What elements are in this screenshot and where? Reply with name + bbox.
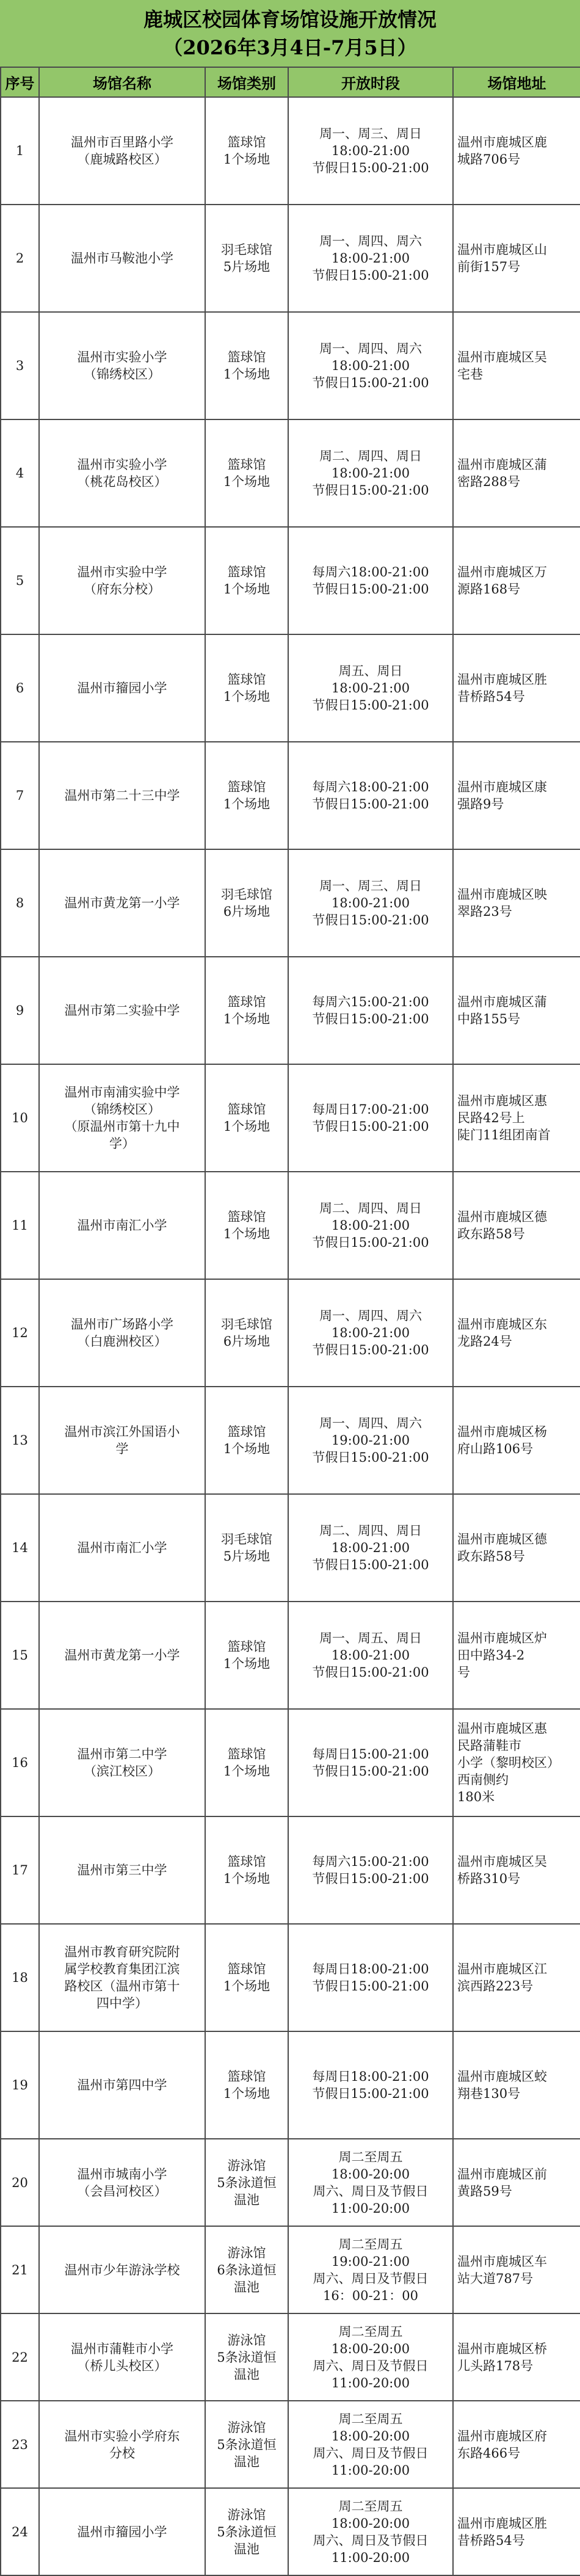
venue-name-cell [39,742,205,849]
venue-name-cell [39,1494,205,1602]
venue-type: 游泳馆 5条泳道恒 温池 [217,2507,277,2556]
venue-type-cell [205,419,288,527]
table-row [1,527,580,634]
venue-address: 温州市鹿城区惠 民路蒲鞋市 小学（黎明校区） 西南侧约 180米 [457,1721,560,1804]
row-number: 8 [15,896,24,910]
opening-hours-cell [288,634,453,742]
venue-name: 温州市蒲鞋市小学 （桥儿头校区） [71,2341,173,2373]
venue-type-cell [205,1172,288,1279]
venue-address-cell [453,312,580,419]
venue-address-cell [453,527,580,634]
table-row [1,742,580,849]
row-number-cell [1,1064,39,1172]
table-row [1,1602,580,1709]
venue-address-cell [453,1279,580,1387]
venue-name: 温州市广场路小学 （白鹿洲校区） [71,1317,173,1349]
table-row [1,419,580,527]
opening-hours: 周二至周五 19:00-21:00 周六、周日及节假日 16：00-21：00 [313,2237,429,2303]
opening-hours-cell [288,312,453,419]
row-number-cell [1,2488,39,2575]
venue-address-cell [453,1924,580,2031]
venue-name: 温州市教育研究院附 属学校教育集团江滨 路校区（温州市第十 四中学） [64,1945,180,2011]
table-row [1,2031,580,2139]
opening-hours-cell [288,2313,453,2401]
row-number: 13 [12,1433,28,1448]
row-number: 16 [12,1755,28,1770]
opening-hours-cell [288,1172,453,1279]
venue-address: 温州市鹿城区蛟 翔巷130号 [457,2069,547,2101]
venue-type-cell [205,2139,288,2226]
venue-address: 温州市鹿城区吴 宅巷 [457,350,547,382]
venue-address-cell [453,1494,580,1602]
venue-name-cell [39,2488,205,2575]
table-row [1,1064,580,1172]
title-line-1: 鹿城区校园体育场馆设施开放情况 [143,7,437,31]
opening-hours: 周二至周五 18:00-20:00 周六、周日及节假日 11:00-20:00 [313,2324,429,2390]
opening-hours-cell [288,2139,453,2226]
opening-hours-cell [288,1602,453,1709]
venue-address: 温州市鹿城区惠 民路42号上 陡门11组团南首 [457,1094,551,1142]
venue-name-cell [39,634,205,742]
table-row [1,97,580,205]
row-number: 9 [15,1003,24,1018]
venue-type: 游泳馆 5条泳道恒 温池 [217,2332,277,2382]
row-number: 10 [12,1111,28,1125]
row-number: 5 [15,573,24,588]
venue-type: 游泳馆 6条泳道恒 温池 [217,2245,277,2295]
venue-address: 温州市鹿城区车 站大道787号 [457,2254,547,2286]
document-title [0,0,580,67]
venue-name: 温州市少年游泳学校 [64,2262,180,2277]
opening-hours: 周一、周三、周日 18:00-21:00 节假日15:00-21:00 [312,126,429,175]
table-row [1,2139,580,2226]
row-number-cell [1,205,39,312]
table-row [1,1709,580,1816]
opening-hours-cell [288,527,453,634]
venue-address-cell [453,1816,580,1924]
row-number-cell [1,2139,39,2226]
header-time: 开放时段 [288,67,453,97]
row-number-cell [1,742,39,849]
venue-type: 篮球馆 1个场地 [223,1747,270,1779]
venue-name-cell [39,2139,205,2226]
venue-address: 温州市鹿城区山 前街157号 [457,242,547,274]
venue-address: 温州市鹿城区吴 桥路310号 [457,1854,547,1886]
venue-name-cell [39,1924,205,2031]
opening-hours-cell [288,419,453,527]
venue-name: 温州市南汇小学 [77,1540,167,1555]
venue-name: 温州市实验小学府东 分校 [64,2428,180,2461]
row-number: 7 [15,788,24,803]
table-row [1,1172,580,1279]
venue-type: 篮球馆 1个场地 [223,1210,270,1241]
venue-address: 温州市鹿城区杨 府山路106号 [457,1424,547,1456]
row-number-cell [1,312,39,419]
venue-name: 温州市实验中学 （府东分校） [77,565,167,597]
venue-name: 温州市籀园小学 [77,2524,167,2539]
venue-address: 温州市鹿城区德 政东路58号 [457,1210,547,1241]
row-number: 23 [12,2437,28,2452]
venue-name-cell [39,97,205,205]
row-number-cell [1,2401,39,2488]
opening-hours-cell [288,957,453,1064]
row-number: 20 [12,2175,28,2190]
venue-type-cell [205,1602,288,1709]
opening-hours-cell [288,1924,453,2031]
venue-address: 温州市鹿城区江 滨西路223号 [457,1962,547,1994]
venue-name: 温州市南浦实验中学 （锦绣校区） （原温州市第十九中 学） [64,1085,180,1151]
venue-type: 羽毛球馆 5片场地 [221,242,272,274]
opening-hours-cell [288,1494,453,1602]
venue-name-cell [39,1172,205,1279]
venue-table [0,67,580,2576]
venue-type: 篮球馆 1个场地 [223,1962,270,1994]
row-number-cell [1,1387,39,1494]
venue-address-cell [453,2488,580,2575]
venue-name-cell [39,312,205,419]
table-row [1,1279,580,1387]
title-line-2: （2026年3月4日-7月5日） [163,35,417,59]
table-row [1,312,580,419]
row-number-cell [1,527,39,634]
row-number: 14 [12,1540,28,1555]
row-number-cell [1,957,39,1064]
table-row [1,957,580,1064]
opening-hours: 周一、周四、周六 19:00-21:00 节假日15:00-21:00 [312,1416,429,1465]
table-header-row [1,67,580,97]
venue-type: 篮球馆 1个场地 [223,1424,270,1456]
venue-address-cell [453,1602,580,1709]
venue-type-cell [205,1387,288,1494]
opening-hours: 每周日18:00-21:00 节假日15:00-21:00 [312,1962,429,1994]
venue-name: 温州市第二十三中学 [64,788,180,803]
row-number: 15 [12,1648,28,1663]
venue-type: 游泳馆 5条泳道恒 温池 [217,2158,277,2207]
row-number: 4 [15,466,24,481]
venue-address: 温州市鹿城区映 翠路23号 [457,887,547,919]
venue-name-cell [39,2313,205,2401]
table-row [1,1387,580,1494]
header-no: 序号 [1,67,39,97]
venue-address: 温州市鹿城区德 政东路58号 [457,1532,547,1564]
venue-name: 温州市滨江外国语小 学 [64,1424,180,1456]
row-number-cell [1,1924,39,2031]
venue-type: 篮球馆 1个场地 [223,135,270,167]
venue-name: 温州市实验小学 （桃花岛校区） [77,457,167,489]
row-number: 21 [12,2262,28,2277]
venue-type: 篮球馆 1个场地 [223,1639,270,1671]
venue-name-cell [39,849,205,957]
venue-name-cell [39,419,205,527]
table-row [1,2401,580,2488]
venue-name-cell [39,2401,205,2488]
venue-type: 篮球馆 1个场地 [223,672,270,704]
venue-name-cell [39,2226,205,2313]
table-body [1,97,580,2575]
venue-type-cell [205,527,288,634]
opening-hours: 每周日18:00-21:00 节假日15:00-21:00 [312,2069,429,2101]
opening-hours: 周一、周三、周日 18:00-21:00 节假日15:00-21:00 [312,879,429,927]
row-number-cell [1,849,39,957]
opening-hours: 每周日17:00-21:00 节假日15:00-21:00 [312,1102,429,1134]
opening-hours: 周二至周五 18:00-20:00 周六、周日及节假日 11:00-20:00 [313,2149,429,2216]
venue-address: 温州市鹿城区胜 昔桥路54号 [457,672,547,704]
venue-type: 篮球馆 1个场地 [223,1102,270,1134]
row-number: 22 [12,2349,28,2365]
opening-hours-cell [288,849,453,957]
opening-hours: 周二、周四、周日 18:00-21:00 节假日15:00-21:00 [312,1523,429,1572]
table-row [1,2488,580,2575]
venue-name: 温州市黄龙第一小学 [64,896,180,910]
table-row [1,1924,580,2031]
venue-address-cell [453,205,580,312]
opening-hours: 每周六15:00-21:00 节假日15:00-21:00 [312,995,429,1026]
opening-hours: 每周六18:00-21:00 节假日15:00-21:00 [312,565,429,597]
header-type: 场馆类别 [205,67,288,97]
venue-type: 篮球馆 1个场地 [223,565,270,597]
venue-type-cell [205,1709,288,1816]
row-number: 12 [12,1326,28,1340]
opening-hours: 每周六15:00-21:00 节假日15:00-21:00 [312,1854,429,1886]
venue-type-cell [205,1816,288,1924]
venue-address: 温州市鹿城区万 源路168号 [457,565,547,597]
venue-type-cell [205,1279,288,1387]
venue-address-cell [453,2139,580,2226]
opening-hours: 周一、周四、周六 18:00-21:00 节假日15:00-21:00 [312,341,429,390]
table-row [1,1494,580,1602]
opening-hours-cell [288,97,453,205]
venue-address: 温州市鹿城区府 东路466号 [457,2428,547,2461]
row-number-cell [1,1279,39,1387]
opening-hours-cell [288,2401,453,2488]
venue-name: 温州市百里路小学 （鹿城路校区） [71,135,173,167]
venue-type-cell [205,742,288,849]
venue-address-cell [453,97,580,205]
venue-address: 温州市鹿城区蒲 中路155号 [457,995,547,1026]
venue-address-cell [453,1709,580,1816]
venue-type-cell [205,849,288,957]
opening-hours-cell [288,205,453,312]
row-number: 24 [12,2524,28,2539]
venue-type: 游泳馆 5条泳道恒 温池 [217,2420,277,2469]
venue-address-cell [453,1172,580,1279]
venue-type-cell [205,2488,288,2575]
venue-name-cell [39,2031,205,2139]
venue-name: 温州市马鞍池小学 [71,251,173,266]
venue-address: 温州市鹿城区东 龙路24号 [457,1317,547,1349]
venue-type-cell [205,1494,288,1602]
row-number-cell [1,1816,39,1924]
opening-hours-cell [288,742,453,849]
venue-type-cell [205,634,288,742]
venue-name-cell [39,1064,205,1172]
header-address: 场馆地址 [453,67,580,97]
venue-address-cell [453,2313,580,2401]
opening-hours-cell [288,2031,453,2139]
venue-name-cell [39,527,205,634]
opening-hours: 周五、周日 18:00-21:00 节假日15:00-21:00 [312,664,429,713]
opening-hours-cell [288,1387,453,1494]
venue-address-cell [453,634,580,742]
venue-name: 温州市实验小学 （锦绣校区） [77,350,167,382]
venue-name: 温州市黄龙第一小学 [64,1648,180,1663]
opening-hours: 周二至周五 18:00-20:00 周六、周日及节假日 11:00-20:00 [313,2498,429,2565]
venue-name: 温州市南汇小学 [77,1218,167,1233]
opening-hours-cell [288,2226,453,2313]
venue-address-cell [453,742,580,849]
venue-address-cell [453,2031,580,2139]
venue-name-cell [39,1387,205,1494]
table-row [1,849,580,957]
venue-name: 温州市第二中学 （滨江校区） [77,1747,167,1779]
row-number-cell [1,419,39,527]
venue-name-cell [39,1816,205,1924]
venue-type: 羽毛球馆 5片场地 [221,1532,272,1564]
venue-address: 温州市鹿城区鹿 城路706号 [457,135,547,167]
venue-address: 温州市鹿城区炉 田中路34-2 号 [457,1631,547,1680]
venue-type: 篮球馆 1个场地 [223,457,270,489]
opening-hours: 周二、周四、周日 18:00-21:00 节假日15:00-21:00 [312,449,429,498]
venue-address-cell [453,1064,580,1172]
row-number: 1 [15,143,24,158]
venue-address-cell [453,419,580,527]
venue-type-cell [205,2401,288,2488]
row-number: 6 [15,681,24,695]
table-row [1,205,580,312]
venue-type-cell [205,205,288,312]
opening-hours: 每周日15:00-21:00 节假日15:00-21:00 [312,1747,429,1779]
row-number-cell [1,2313,39,2401]
opening-hours: 周二至周五 18:00-20:00 周六、周日及节假日 11:00-20:00 [313,2411,429,2478]
row-number-cell [1,1172,39,1279]
opening-hours-cell [288,1064,453,1172]
venue-address-cell [453,2401,580,2488]
venue-type-cell [205,2031,288,2139]
row-number-cell [1,634,39,742]
table-row [1,634,580,742]
row-number: 11 [12,1218,28,1233]
row-number: 19 [12,2078,28,2092]
venue-name: 温州市第四中学 [77,2078,167,2092]
opening-hours-cell [288,1816,453,1924]
venue-type: 篮球馆 1个场地 [223,995,270,1026]
venue-address: 温州市鹿城区前 黄路59号 [457,2166,547,2199]
opening-hours-cell [288,1279,453,1387]
venue-type-cell [205,957,288,1064]
venue-type-cell [205,312,288,419]
venue-type-cell [205,97,288,205]
table-row [1,2226,580,2313]
row-number-cell [1,1602,39,1709]
venue-name-cell [39,1709,205,1816]
row-number-cell [1,2226,39,2313]
opening-hours: 周二、周四、周日 18:00-21:00 节假日15:00-21:00 [312,1201,429,1250]
venue-name: 温州市第二实验中学 [64,1003,180,1018]
row-number-cell [1,97,39,205]
row-number-cell [1,1494,39,1602]
venue-address-cell [453,1387,580,1494]
venue-type-cell [205,1064,288,1172]
venue-address-cell [453,957,580,1064]
venue-type: 羽毛球馆 6片场地 [221,1317,272,1349]
venue-type-cell [205,2226,288,2313]
row-number-cell [1,1709,39,1816]
venue-type: 篮球馆 1个场地 [223,780,270,811]
venue-address: 温州市鹿城区胜 昔桥路54号 [457,2516,547,2548]
venue-name-cell [39,205,205,312]
venue-type: 篮球馆 1个场地 [223,2069,270,2101]
venue-type: 篮球馆 1个场地 [223,350,270,382]
opening-hours-cell [288,2488,453,2575]
venue-type: 羽毛球馆 6片场地 [221,887,272,919]
venue-type-cell [205,1924,288,2031]
venue-name-cell [39,1279,205,1387]
row-number: 17 [12,1863,28,1878]
venue-address: 温州市鹿城区桥 儿头路178号 [457,2341,547,2373]
venue-name-cell [39,957,205,1064]
venue-address-cell [453,849,580,957]
opening-hours-cell [288,1709,453,1816]
row-number-cell [1,2031,39,2139]
venue-name: 温州市城南小学 （会昌河校区） [77,2166,167,2199]
venue-type: 篮球馆 1个场地 [223,1854,270,1886]
row-number: 3 [15,358,24,373]
opening-hours: 周一、周五、周日 18:00-21:00 节假日15:00-21:00 [312,1631,429,1680]
venue-name-cell [39,1602,205,1709]
header-name: 场馆名称 [39,67,205,97]
venue-type-cell [205,2313,288,2401]
venue-address: 温州市鹿城区康 强路9号 [457,780,547,811]
venue-name: 温州市籀园小学 [77,681,167,695]
opening-hours: 每周六18:00-21:00 节假日15:00-21:00 [312,780,429,811]
venue-name: 温州市第三中学 [77,1863,167,1878]
venue-address: 温州市鹿城区蒲 密路288号 [457,457,547,489]
row-number: 2 [15,251,24,266]
opening-hours: 周一、周四、周六 18:00-21:00 节假日15:00-21:00 [312,234,429,283]
opening-hours: 周一、周四、周六 18:00-21:00 节假日15:00-21:00 [312,1308,429,1357]
row-number: 18 [12,1970,28,1985]
venue-address-cell [453,2226,580,2313]
table-row [1,2313,580,2401]
table-row [1,1816,580,1924]
